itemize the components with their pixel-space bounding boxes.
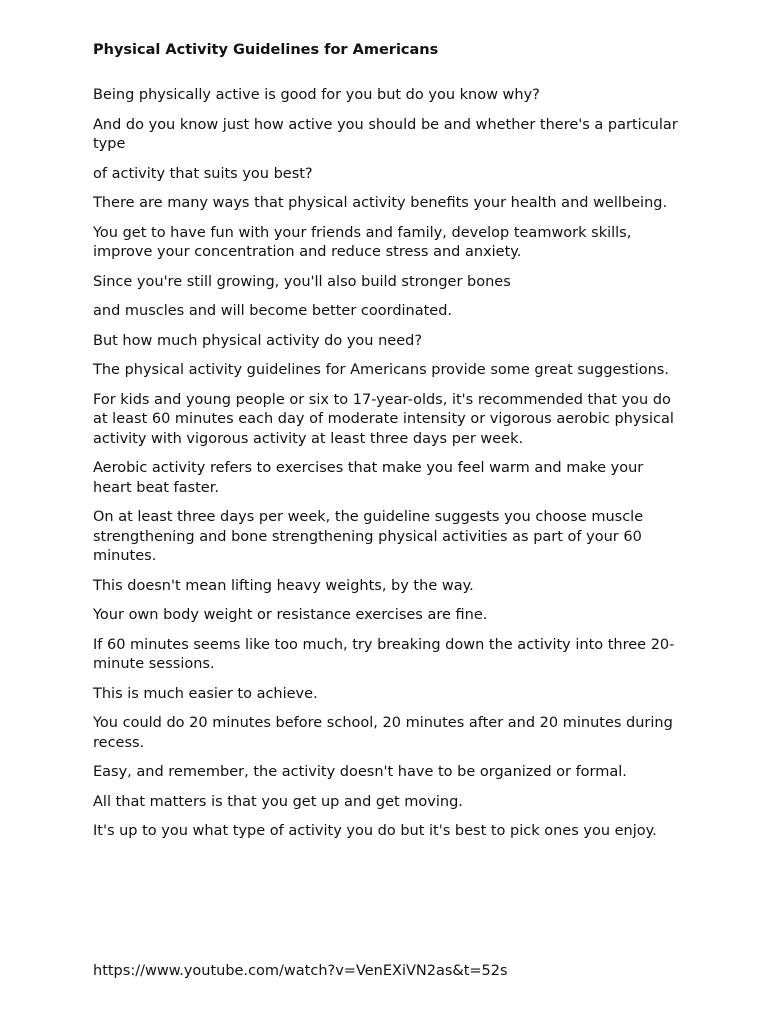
paragraph-15: If 60 minutes seems like too much, try breaking down the activity into three 20-minute sessions.	[93, 636, 675, 672]
paragraph-18: Easy, and remember, the activity doesn't have to be organized or formal.	[93, 764, 627, 780]
paragraph-10: For kids and young people or six to 17-year-olds, it's recommended that you do at least 60 minutes each day of moderate intensity or vigorous aerobic physical activity with vigorous activity at least three days per week.	[93, 391, 674, 447]
paragraph-8: But how much physical activity do you need?	[93, 332, 423, 349]
paragraph-20: It's up to you what type of activity you do but it's best to pick ones you enjoy.	[93, 823, 657, 839]
paragraph-16: This is much easier to achieve.	[93, 685, 318, 702]
document-title: Physical Activity Guidelines for Americans	[93, 42, 439, 58]
paragraph-list	[93, 86, 683, 842]
source-url-link[interactable]: https://www.youtube.com/watch?v=VenEXiVN2as&t=52s	[93, 963, 508, 979]
paragraph-11: Aerobic activity refers to exercises that make you feel warm and make your heart beat faster.	[93, 460, 644, 496]
document-body	[93, 40, 683, 852]
paragraph-14: Your own body weight or resistance exercises are fine.	[93, 607, 488, 623]
paragraph-6: Since you're still growing, you'll also build stronger bones	[93, 273, 511, 290]
paragraph-3: of activity that suits you best?	[93, 165, 313, 182]
paragraph-5: You get to have fun with your friends and family, develop teamwork skills, improve your concentration and reduce stress and anxiety.	[93, 224, 632, 260]
paragraph-1: Being physically active is good for you but do you know why?	[93, 87, 540, 103]
paragraph-7: and muscles and will become better coordinated.	[93, 303, 453, 319]
paragraph-17: You could do 20 minutes before school, 20 minutes after and 20 minutes during recess.	[93, 715, 673, 751]
paragraph-12: On at least three days per week, the guideline suggests you choose muscle strengthening and bone strengthening physical activities as part of your 60 minutes.	[93, 509, 644, 564]
paragraph-4: There are many ways that physical activity benefits your health and wellbeing.	[93, 195, 668, 211]
paragraph-19: All that matters is that you get up and get moving.	[93, 793, 463, 810]
paragraph-2: And do you know just how active you should be and whether there's a particular type	[93, 116, 678, 152]
paragraph-9: The physical activity guidelines for Americans provide some great suggestions.	[93, 362, 669, 378]
paragraph-13: This doesn't mean lifting heavy weights, by the way.	[93, 577, 474, 594]
